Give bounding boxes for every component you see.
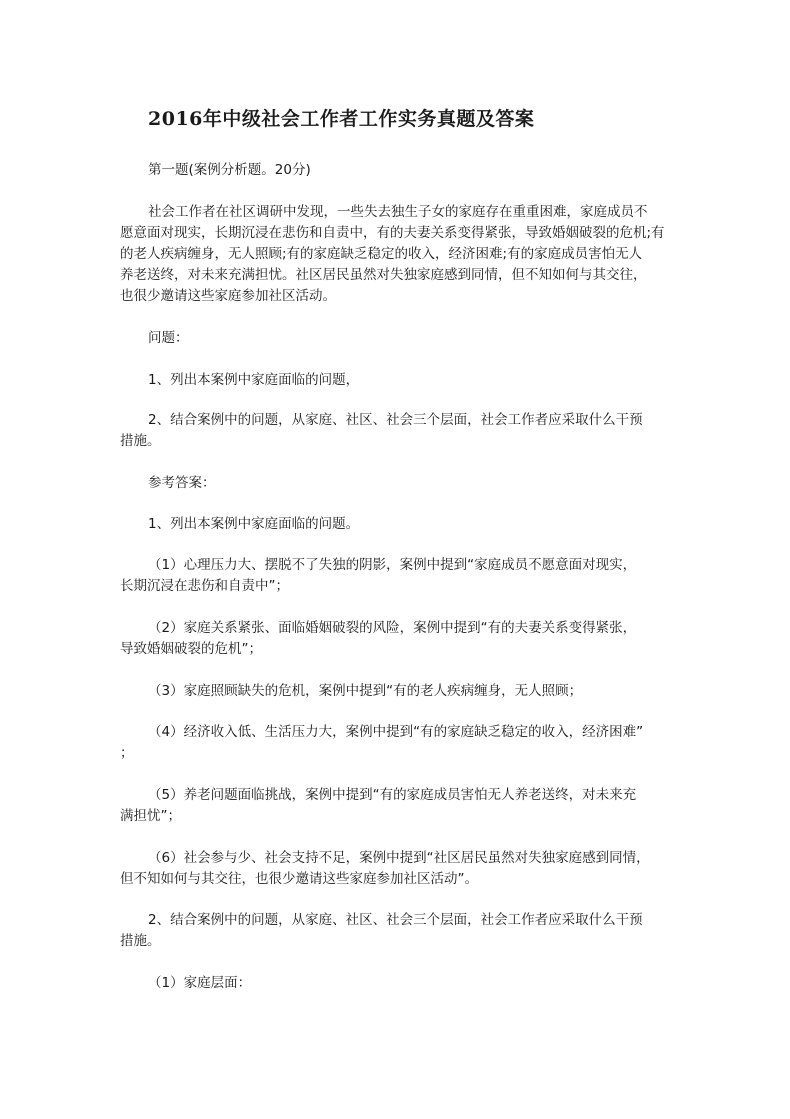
answer-item-line: ； <box>120 745 134 761</box>
answer-two-line: 2、结合案例中的问题，从家庭、社区、社会三个层面，社会工作者应采取什么干预 <box>148 912 643 928</box>
case-line: 的老人疾病缠身，无人照顾;有的家庭缺乏稳定的收入，经济困难;有的家庭成员害怕无人 <box>120 246 643 262</box>
case-line: 也很少邀请这些家庭参加社区活动。 <box>120 288 336 304</box>
answer-item-line: （5）养老问题面临挑战，案例中提到“有的家庭成员害怕无人养老送终，对未来充 <box>148 787 637 803</box>
question-label: 问题： <box>148 330 189 346</box>
case-line: 养老送终，对未来充满担忧。社区居民虽然对失独家庭感到同情，但不知如何与其交往， <box>120 267 647 283</box>
question-one <box>120 370 680 391</box>
answer-item <box>120 785 680 827</box>
answer-item <box>120 681 680 702</box>
question-two-line: 2、结合案例中的问题，从家庭、社区、社会三个层面，社会工作者应采取什么干预 <box>148 412 643 428</box>
answer-item <box>120 848 680 890</box>
case-line: 愿意面对现实，长期沉浸在悲伤和自责中，有的夫妻关系变得紧张，导致婚姻破裂的危机;有 <box>120 225 665 241</box>
section-heading <box>120 160 680 181</box>
question-two <box>120 410 680 452</box>
answer-item-line: （3）家庭照顾缺失的危机，案例中提到“有的老人疾病缠身，无人照顾； <box>148 683 583 699</box>
case-paragraph <box>120 202 680 307</box>
case-line: 社会工作者在社区调研中发现，一些失去独生子女的家庭存在重重困难，家庭成员不 <box>148 204 648 220</box>
answer-label: 参考答案： <box>148 475 216 491</box>
answer-item-line: （6）社会参与少、社会支持不足，案例中提到“社区居民虽然对失独家庭感到同情， <box>148 850 650 866</box>
answer-item-line: 满担忧”； <box>120 808 181 824</box>
section-one-label: 第一题(案例分析题。20分) <box>148 162 311 178</box>
question-label-paragraph <box>120 328 680 349</box>
answer-item-line: 导致婚姻破裂的危机”； <box>120 641 262 657</box>
answer-item-line: （1）心理压力大、摆脱不了失独的阴影，案例中提到“家庭成员不愿意面对现实， <box>148 557 637 573</box>
answer-item-line: 但不知如何与其交往，也很少邀请这些家庭参加社区活动”。 <box>120 871 478 887</box>
answer-item-line: 长期沉浸在悲伤和自责中”； <box>120 578 289 594</box>
answer-item <box>120 722 680 764</box>
answer-one-heading-text: 1、列出本案例中家庭面临的问题。 <box>148 516 360 532</box>
answer-item <box>120 555 680 597</box>
answer-label-paragraph <box>120 473 680 494</box>
answer-item-line: （4）经济收入低、生活压力大，案例中提到“有的家庭缺乏稳定的收入，经济困难” <box>148 724 644 740</box>
page-title: 2016年中级社会工作者工作实务真题及答案 <box>148 108 535 130</box>
family-level-heading <box>120 973 680 994</box>
question-two-line: 措施。 <box>120 433 161 449</box>
answer-item <box>120 618 680 660</box>
answer-one-heading <box>120 514 680 535</box>
answer-two <box>120 910 680 952</box>
answer-item-line: （2）家庭关系紧张、面临婚姻破裂的风险，案例中提到“有的夫妻关系变得紧张， <box>148 620 637 636</box>
answer-two-line: 措施。 <box>120 933 161 949</box>
family-level-text: （1）家庭层面： <box>148 975 252 991</box>
question-one-text: 1、列出本案例中家庭面临的问题， <box>148 372 360 388</box>
